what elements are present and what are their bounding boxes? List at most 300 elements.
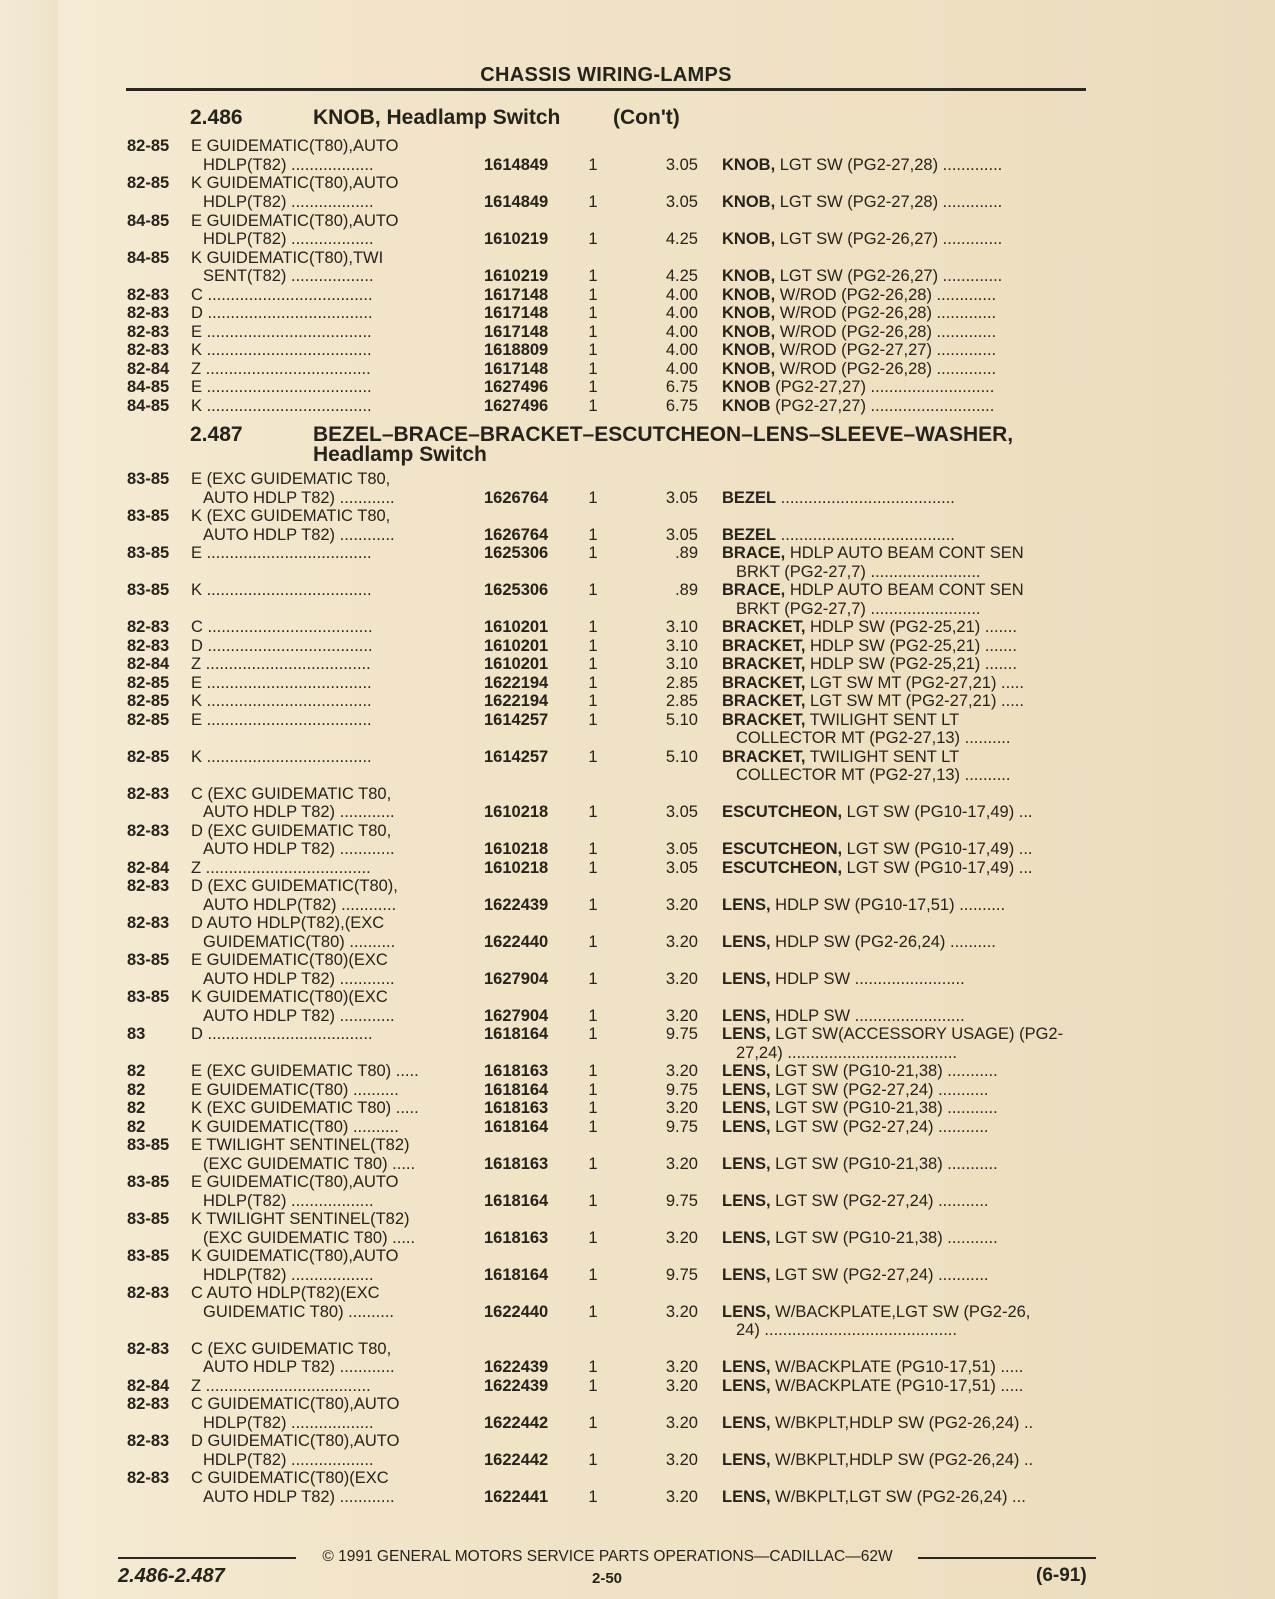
part-name-keyword: KNOB, xyxy=(722,193,776,211)
application-description: K .................................... xyxy=(191,397,372,415)
part-number: 1618809 xyxy=(484,341,549,359)
part-name-keyword: LENS, xyxy=(722,1155,771,1173)
parts-line xyxy=(0,1321,1275,1340)
part-name-detail: ...................................... xyxy=(776,526,955,544)
parts-line xyxy=(0,267,1275,286)
part-name-keyword: LENS, xyxy=(722,970,771,988)
model-years: 82-83 xyxy=(127,286,170,304)
parts-line xyxy=(0,378,1275,397)
section-continued: (Con't) xyxy=(613,106,680,129)
model-years: 82-83 xyxy=(127,1432,170,1450)
application-description: AUTO HDLP T82) ............ xyxy=(203,840,395,858)
application-description: D (EXC GUIDEMATIC T80, xyxy=(191,822,392,840)
model-years: 82-83 xyxy=(127,323,170,341)
quantity: 1 xyxy=(588,1451,598,1469)
quantity: 1 xyxy=(588,1303,598,1321)
parts-line xyxy=(0,785,1275,804)
part-name-keyword: ESCUTCHEON, xyxy=(722,840,843,858)
parts-line xyxy=(0,840,1275,859)
part-number: 1622440 xyxy=(484,1303,549,1321)
model-years: 83-85 xyxy=(127,988,170,1006)
parts-line xyxy=(0,1432,1275,1451)
part-name-keyword: LENS, xyxy=(722,1229,771,1247)
part-number: 1614849 xyxy=(484,193,549,211)
part-name-keyword: BRACKET, xyxy=(722,711,806,729)
price: 3.20 xyxy=(665,933,698,951)
model-years: 82-83 xyxy=(127,618,170,636)
application-description: HDLP(T82) .................. xyxy=(203,1266,374,1284)
price: 4.00 xyxy=(665,304,698,322)
parts-line xyxy=(0,711,1275,730)
part-number: 1610218 xyxy=(484,859,549,877)
parts-line xyxy=(0,470,1275,489)
application-description: D .................................... xyxy=(191,304,373,322)
part-name-keyword: KNOB, xyxy=(722,304,776,322)
quantity: 1 xyxy=(588,1062,598,1080)
parts-line xyxy=(0,1377,1275,1396)
application-description: K .................................... xyxy=(191,581,372,599)
price: 3.20 xyxy=(665,1451,698,1469)
application-description: E .................................... xyxy=(191,544,372,562)
model-years: 84-85 xyxy=(127,249,170,267)
footer-page-number: 2-50 xyxy=(592,1570,623,1587)
application-description: GUIDEMATIC T80) .......... xyxy=(203,1303,394,1321)
price: 4.00 xyxy=(665,286,698,304)
part-name-detail: LGT SW MT (PG2-27,21) ..... xyxy=(805,692,1024,710)
part-name-detail: HDLP SW (PG2-26,24) .......... xyxy=(770,933,996,951)
parts-line xyxy=(0,341,1275,360)
application-description: E .................................... xyxy=(191,711,372,729)
model-years: 83-85 xyxy=(127,951,170,969)
price: 3.20 xyxy=(665,1303,698,1321)
parts-line xyxy=(0,1303,1275,1322)
model-years: 83-85 xyxy=(127,581,170,599)
part-name-keyword: BRACKET, xyxy=(722,637,806,655)
price: 6.75 xyxy=(665,378,698,396)
quantity: 1 xyxy=(588,1377,598,1395)
application-description: E GUIDEMATIC(T80),AUTO xyxy=(191,137,399,155)
application-description: E (EXC GUIDEMATIC T80, xyxy=(191,470,391,488)
part-name xyxy=(722,748,1086,767)
part-name-detail: W/BKPLT,HDLP SW (PG2-26,24) .. xyxy=(770,1414,1034,1432)
application-description: AUTO HDLP T82) ............ xyxy=(203,970,395,988)
application-description: D GUIDEMATIC(T80),AUTO xyxy=(191,1432,400,1450)
part-name-keyword: BRACE, xyxy=(722,581,786,599)
part-name xyxy=(722,267,1086,286)
part-name-detail: LGT SW (PG2-27,24) ........... xyxy=(770,1118,989,1136)
quantity: 1 xyxy=(588,581,598,599)
model-years: 82-85 xyxy=(127,711,170,729)
part-name-detail: ...................................... xyxy=(776,489,955,507)
part-name-keyword: LENS, xyxy=(722,1451,771,1469)
page-title: CHASSIS WIRING-LAMPS xyxy=(480,64,732,86)
part-number: 1622439 xyxy=(484,1358,549,1376)
part-name-keyword: LENS, xyxy=(722,1025,771,1043)
parts-line xyxy=(0,360,1275,379)
application-description: K .................................... xyxy=(191,341,372,359)
part-name xyxy=(722,1303,1086,1322)
quantity: 1 xyxy=(588,323,598,341)
price: 2.85 xyxy=(665,674,698,692)
quantity: 1 xyxy=(588,859,598,877)
part-name-keyword: KNOB, xyxy=(722,286,776,304)
part-name-detail: BRKT (PG2-27,7) ........................ xyxy=(736,600,981,618)
price: 3.20 xyxy=(665,1229,698,1247)
model-years: 82-85 xyxy=(127,137,170,155)
price: 3.05 xyxy=(665,156,698,174)
price: 4.00 xyxy=(665,323,698,341)
footer-rule-right xyxy=(918,1557,1096,1559)
part-name xyxy=(722,341,1086,360)
part-name-detail: TWILIGHT SENT LT xyxy=(805,711,960,729)
price: 3.05 xyxy=(665,489,698,507)
quantity: 1 xyxy=(588,230,598,248)
part-name-detail: COLLECTOR MT (PG2-27,13) .......... xyxy=(736,729,1011,747)
part-name xyxy=(722,1025,1086,1044)
part-name xyxy=(722,1358,1086,1377)
application-description: C GUIDEMATIC(T80)(EXC xyxy=(191,1469,389,1487)
application-description: Z .................................... xyxy=(191,1377,371,1395)
parts-line xyxy=(0,970,1275,989)
application-description: AUTO HDLP T82) ............ xyxy=(203,1488,395,1506)
part-name xyxy=(722,397,1086,416)
price: .89 xyxy=(675,544,698,562)
parts-line xyxy=(0,914,1275,933)
parts-line xyxy=(0,877,1275,896)
part-name-detail: LGT SW (PG10-21,38) ........... xyxy=(770,1099,998,1117)
price: 2.85 xyxy=(665,692,698,710)
parts-line xyxy=(0,1155,1275,1174)
application-description: E (EXC GUIDEMATIC T80) ..... xyxy=(191,1062,419,1080)
part-name-keyword: LENS, xyxy=(722,1099,771,1117)
part-name xyxy=(722,859,1086,878)
model-years: 83 xyxy=(127,1025,146,1043)
part-name-keyword: LENS, xyxy=(722,1266,771,1284)
parts-line xyxy=(0,507,1275,526)
part-name-detail: (PG2-27,27) ........................... xyxy=(770,378,995,396)
part-name xyxy=(722,156,1086,175)
part-name xyxy=(722,1266,1086,1285)
parts-line xyxy=(0,397,1275,416)
part-name-detail: LGT SW (PG2-27,28) ............. xyxy=(775,156,1003,174)
price: 9.75 xyxy=(665,1192,698,1210)
model-years: 82 xyxy=(127,1099,146,1117)
part-number: 1618163 xyxy=(484,1155,549,1173)
part-name xyxy=(722,933,1086,952)
application-description: D AUTO HDLP(T82),(EXC xyxy=(191,914,385,932)
part-name xyxy=(722,637,1086,656)
model-years: 82-83 xyxy=(127,637,170,655)
application-description: Z .................................... xyxy=(191,859,371,877)
parts-line xyxy=(0,230,1275,249)
part-name xyxy=(722,1414,1086,1433)
price: 3.05 xyxy=(665,803,698,821)
application-description: HDLP(T82) .................. xyxy=(203,193,374,211)
model-years: 82-85 xyxy=(127,692,170,710)
part-name-detail: W/BKPLT,LGT SW (PG2-26,24) ... xyxy=(770,1488,1026,1506)
quantity: 1 xyxy=(588,1229,598,1247)
part-number: 1618164 xyxy=(484,1118,549,1136)
price: 3.05 xyxy=(665,193,698,211)
part-name-detail: LGT SW (PG10-17,49) ... xyxy=(842,803,1033,821)
part-name-detail: (PG2-27,27) ........................... xyxy=(770,397,995,415)
quantity: 1 xyxy=(588,674,598,692)
price: 3.20 xyxy=(665,1358,698,1376)
price: 9.75 xyxy=(665,1081,698,1099)
part-name-keyword: LENS, xyxy=(722,1377,771,1395)
part-number: 1618163 xyxy=(484,1099,549,1117)
part-number: 1622439 xyxy=(484,1377,549,1395)
part-number: 1625306 xyxy=(484,581,549,599)
model-years: 84-85 xyxy=(127,212,170,230)
part-name-detail: LGT SW (PG2-27,24) ........... xyxy=(770,1081,989,1099)
parts-line xyxy=(0,803,1275,822)
part-name xyxy=(736,729,1086,748)
quantity: 1 xyxy=(588,1081,598,1099)
part-name-detail: LGT SW (PG2-26,27) ............. xyxy=(775,267,1003,285)
model-years: 82-83 xyxy=(127,822,170,840)
part-number: 1622442 xyxy=(484,1414,549,1432)
part-number: 1614849 xyxy=(484,156,549,174)
quantity: 1 xyxy=(588,637,598,655)
parts-line xyxy=(0,1136,1275,1155)
application-description: E GUIDEMATIC(T80),AUTO xyxy=(191,1173,399,1191)
part-name xyxy=(722,304,1086,323)
part-name-keyword: LENS, xyxy=(722,896,771,914)
part-name-keyword: KNOB xyxy=(722,397,771,415)
price: 3.20 xyxy=(665,1155,698,1173)
parts-line xyxy=(0,766,1275,785)
section-number: 2.487 xyxy=(190,423,243,446)
part-name-keyword: LENS, xyxy=(722,1007,771,1025)
parts-line xyxy=(0,896,1275,915)
part-name xyxy=(722,803,1086,822)
model-years: 84-85 xyxy=(127,397,170,415)
parts-line xyxy=(0,174,1275,193)
price: 3.20 xyxy=(665,1099,698,1117)
part-name-detail: W/BACKPLATE (PG10-17,51) ..... xyxy=(770,1377,1024,1395)
part-name-keyword: LENS, xyxy=(722,1414,771,1432)
part-name xyxy=(722,323,1086,342)
part-number: 1618164 xyxy=(484,1081,549,1099)
application-description: Z .................................... xyxy=(191,360,371,378)
parts-line xyxy=(0,692,1275,711)
part-number: 1614257 xyxy=(484,711,549,729)
part-name-detail: LGT SW (PG10-21,38) ........... xyxy=(770,1062,998,1080)
part-name-keyword: BRACE, xyxy=(722,544,786,562)
part-name-detail: LGT SW (PG2-27,24) ........... xyxy=(770,1192,989,1210)
parts-line xyxy=(0,988,1275,1007)
part-name xyxy=(722,1099,1086,1118)
price: 3.20 xyxy=(665,1062,698,1080)
model-years: 83-85 xyxy=(127,1210,170,1228)
parts-line xyxy=(0,1007,1275,1026)
part-number: 1622194 xyxy=(484,692,549,710)
part-name-detail: LGT SW (PG2-27,28) ............. xyxy=(775,193,1003,211)
part-name xyxy=(722,378,1086,397)
parts-line xyxy=(0,933,1275,952)
part-name xyxy=(722,711,1086,730)
part-name-detail: W/BACKPLATE (PG10-17,51) ..... xyxy=(770,1358,1024,1376)
quantity: 1 xyxy=(588,1007,598,1025)
part-name-detail: HDLP SW ........................ xyxy=(770,970,965,988)
part-name-detail: HDLP AUTO BEAM CONT SEN xyxy=(785,544,1024,562)
price: 9.75 xyxy=(665,1025,698,1043)
parts-line xyxy=(0,581,1275,600)
part-name-keyword: LENS, xyxy=(722,1118,771,1136)
parts-line xyxy=(0,674,1275,693)
model-years: 82-85 xyxy=(127,748,170,766)
parts-line xyxy=(0,1358,1275,1377)
application-description: (EXC GUIDEMATIC T80) ..... xyxy=(203,1155,416,1173)
part-name xyxy=(722,286,1086,305)
part-name-detail: W/ROD (PG2-26,28) ............. xyxy=(775,286,997,304)
price: 3.10 xyxy=(665,618,698,636)
parts-line xyxy=(0,655,1275,674)
application-description: HDLP(T82) .................. xyxy=(203,230,374,248)
quantity: 1 xyxy=(588,970,598,988)
part-name-detail: HDLP SW (PG2-25,21) ....... xyxy=(805,637,1017,655)
price: 3.10 xyxy=(665,655,698,673)
part-number: 1618163 xyxy=(484,1229,549,1247)
price: 6.75 xyxy=(665,397,698,415)
price: 4.25 xyxy=(665,267,698,285)
quantity: 1 xyxy=(588,655,598,673)
part-name xyxy=(722,544,1086,563)
parts-line xyxy=(0,1118,1275,1137)
model-years: 82 xyxy=(127,1062,146,1080)
part-name xyxy=(722,1229,1086,1248)
part-name-detail: LGT SW (PG10-17,49) ... xyxy=(842,859,1033,877)
part-name-detail: LGT SW (PG2-27,24) ........... xyxy=(770,1266,989,1284)
application-description: E GUIDEMATIC(T80) .......... xyxy=(191,1081,399,1099)
part-number: 1627904 xyxy=(484,1007,549,1025)
model-years: 83-85 xyxy=(127,470,170,488)
parts-line xyxy=(0,212,1275,231)
part-number: 1618163 xyxy=(484,1062,549,1080)
application-description: C .................................... xyxy=(191,618,373,636)
part-name-keyword: BRACKET, xyxy=(722,674,806,692)
part-name xyxy=(736,563,1086,582)
part-name-detail: LGT SW(ACCESSORY USAGE) (PG2- xyxy=(770,1025,1064,1043)
quantity: 1 xyxy=(588,304,598,322)
part-name-keyword: BEZEL xyxy=(722,489,777,507)
application-description: K (EXC GUIDEMATIC T80, xyxy=(191,507,391,525)
application-description: D .................................... xyxy=(191,637,373,655)
part-name-detail: TWILIGHT SENT LT xyxy=(805,748,960,766)
model-years: 82-85 xyxy=(127,674,170,692)
part-number: 1610218 xyxy=(484,840,549,858)
part-number: 1618164 xyxy=(484,1192,549,1210)
parts-line xyxy=(0,563,1275,582)
part-number: 1622440 xyxy=(484,933,549,951)
parts-line xyxy=(0,1210,1275,1229)
model-years: 82-83 xyxy=(127,877,170,895)
price: .89 xyxy=(675,581,698,599)
part-number: 1610219 xyxy=(484,230,549,248)
parts-line xyxy=(0,618,1275,637)
part-number: 1626764 xyxy=(484,489,549,507)
quantity: 1 xyxy=(588,1099,598,1117)
quantity: 1 xyxy=(588,711,598,729)
quantity: 1 xyxy=(588,397,598,415)
parts-line xyxy=(0,1488,1275,1507)
part-name xyxy=(722,896,1086,915)
part-name-keyword: KNOB, xyxy=(722,156,776,174)
part-number: 1610201 xyxy=(484,618,549,636)
application-description: K TWILIGHT SENTINEL(T82) xyxy=(191,1210,410,1228)
quantity: 1 xyxy=(588,1414,598,1432)
model-years: 83-85 xyxy=(127,507,170,525)
price: 5.10 xyxy=(665,748,698,766)
part-name-keyword: BEZEL xyxy=(722,526,777,544)
price: 3.20 xyxy=(665,1414,698,1432)
application-description: (EXC GUIDEMATIC T80) ..... xyxy=(203,1229,416,1247)
application-description: E .................................... xyxy=(191,378,372,396)
model-years: 82-83 xyxy=(127,1284,170,1302)
part-number: 1626764 xyxy=(484,526,549,544)
price: 5.10 xyxy=(665,711,698,729)
parts-line xyxy=(0,1192,1275,1211)
application-description: D .................................... xyxy=(191,1025,373,1043)
part-name-detail: W/BKPLT,HDLP SW (PG2-26,24) .. xyxy=(770,1451,1034,1469)
application-description: E GUIDEMATIC(T80),AUTO xyxy=(191,212,399,230)
parts-line xyxy=(0,822,1275,841)
price: 3.20 xyxy=(665,970,698,988)
model-years: 82 xyxy=(127,1118,146,1136)
quantity: 1 xyxy=(588,544,598,562)
parts-line xyxy=(0,859,1275,878)
title-divider xyxy=(126,88,1086,91)
parts-line xyxy=(0,156,1275,175)
part-name-detail: HDLP SW ........................ xyxy=(770,1007,965,1025)
quantity: 1 xyxy=(588,1155,598,1173)
part-name-keyword: LENS, xyxy=(722,1192,771,1210)
quantity: 1 xyxy=(588,378,598,396)
part-name xyxy=(722,618,1086,637)
part-name-keyword: ESCUTCHEON, xyxy=(722,803,843,821)
model-years: 82-84 xyxy=(127,859,170,877)
part-name-detail: LGT SW (PG2-26,27) ............. xyxy=(775,230,1003,248)
part-name-keyword: LENS, xyxy=(722,1358,771,1376)
part-name-keyword: KNOB, xyxy=(722,267,776,285)
part-name-detail: LGT SW (PG10-21,38) ........... xyxy=(770,1229,998,1247)
part-name xyxy=(722,360,1086,379)
parts-line xyxy=(0,489,1275,508)
application-description: E GUIDEMATIC(T80)(EXC xyxy=(191,951,388,969)
part-name xyxy=(722,193,1086,212)
quantity: 1 xyxy=(588,341,598,359)
part-name-detail: COLLECTOR MT (PG2-27,13) .......... xyxy=(736,766,1011,784)
price: 3.05 xyxy=(665,840,698,858)
application-description: K GUIDEMATIC(T80)(EXC xyxy=(191,988,388,1006)
parts-line xyxy=(0,304,1275,323)
model-years: 82-83 xyxy=(127,914,170,932)
part-name xyxy=(722,1081,1086,1100)
part-name-detail: W/ROD (PG2-27,27) ............. xyxy=(775,341,997,359)
application-description: C .................................... xyxy=(191,286,373,304)
application-description: C AUTO HDLP(T82)(EXC xyxy=(191,1284,380,1302)
part-name-keyword: KNOB, xyxy=(722,230,776,248)
part-name-keyword: LENS, xyxy=(722,1062,771,1080)
part-number: 1622442 xyxy=(484,1451,549,1469)
price: 3.10 xyxy=(665,637,698,655)
part-number: 1614257 xyxy=(484,748,549,766)
price: 3.05 xyxy=(665,859,698,877)
part-name xyxy=(736,600,1086,619)
model-years: 83-85 xyxy=(127,1136,170,1154)
part-name-keyword: KNOB, xyxy=(722,341,776,359)
